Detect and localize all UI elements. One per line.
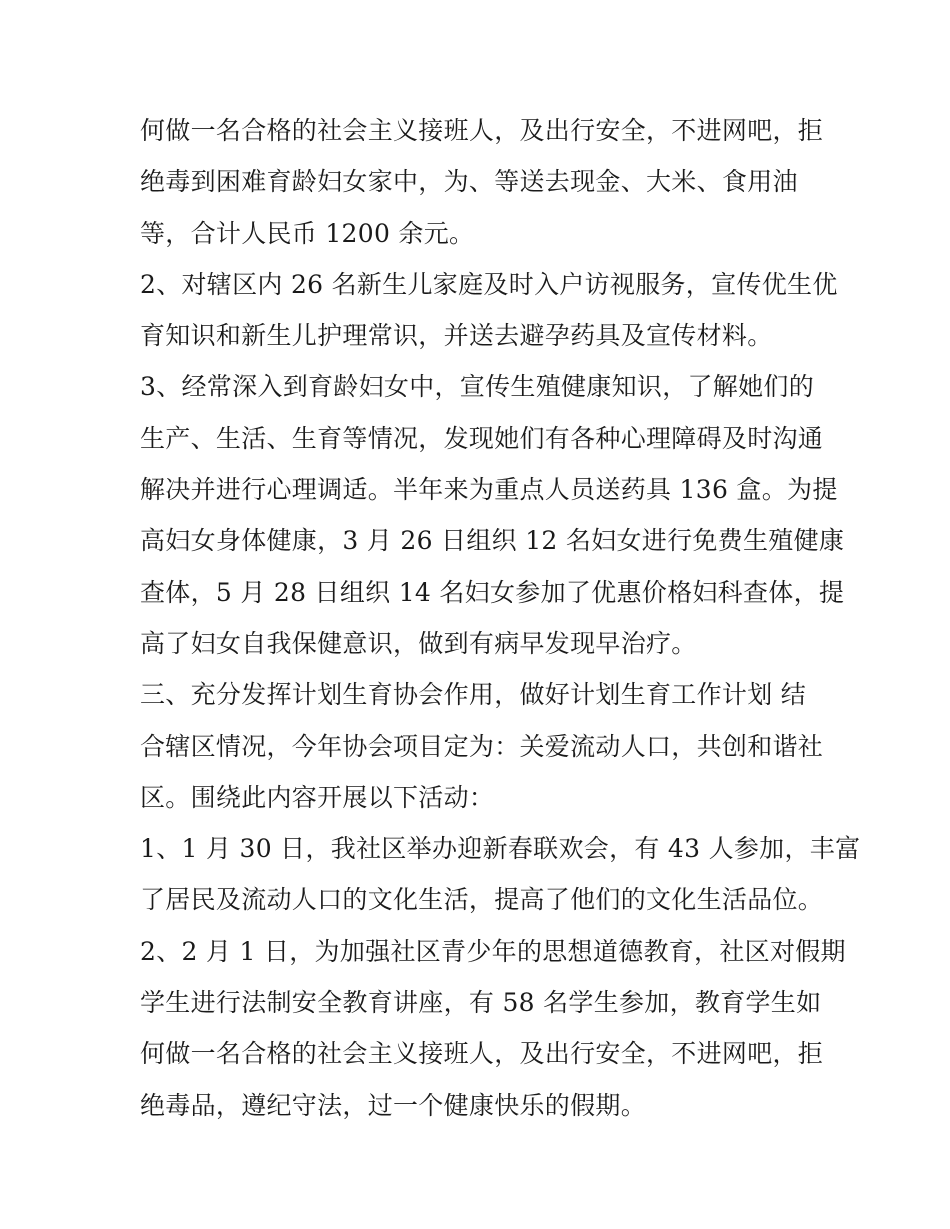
text-line: 1、1 月 30 日，我社区举办迎新春联欢会，有 43 人参加，丰富 (140, 834, 861, 864)
text-line: 三、充分发挥计划生育协会作用，做好计划生育工作计划 结 (140, 680, 807, 710)
text-line: 2、对辖区内 26 名新生儿家庭及时入户访视服务，宣传优生优 (140, 269, 838, 299)
text-line: 高了妇女自我保健意识，做到有病早发现早治疗。 (140, 628, 697, 658)
text-line: 了居民及流动人口的文化生活，提高了他们的文化生活品位。 (140, 885, 824, 915)
text-line: 区。围绕此内容开展以下活动： (140, 782, 495, 812)
text-line: 2、2 月 1 日，为加强社区青少年的思想道德教育，社区对假期 (140, 936, 846, 966)
text-line: 高妇女身体健康，3 月 26 日组织 12 名妇女进行免费生殖健康 (140, 526, 845, 556)
text-line: 何做一名合格的社会主义接班人，及出行安全，不进网吧，拒 (140, 116, 824, 145)
text-line: 解决并进行心理调适。半年来为重点人员送药具 136 盒。为提 (140, 475, 838, 505)
text-line: 学生进行法制安全教育讲座，有 58 名学生参加，教育学生如 (140, 988, 822, 1018)
text-line: 合辖区情况，今年协会项目定为：关爱流动人口，共创和谐社 (140, 731, 824, 761)
text-line: 何做一名合格的社会主义接班人，及出行安全，不进网吧，拒 (140, 1039, 824, 1069)
text-line: 等，合计人民币 1200 余元。 (140, 218, 475, 248)
text-line: 3、经常深入到育龄妇女中，宣传生殖健康知识，了解她们的 (140, 372, 815, 402)
text-line: 查体，5 月 28 日组织 14 名妇女参加了优惠价格妇科查体，提 (140, 577, 845, 607)
text-line: 生产、生活、生育等情况，发现她们有各种心理障碍及时沟通 (140, 423, 824, 453)
text-line: 绝毒到困难育龄妇女家中，为、等送去现金、大米、食用油 (140, 167, 798, 197)
text-line: 育知识和新生儿护理常识，并送去避孕药具及宣传材料。 (140, 321, 773, 351)
body-text (140, 105, 861, 1131)
text-line: 绝毒品，遵纪守法，过一个健康快乐的假期。 (140, 1090, 647, 1120)
